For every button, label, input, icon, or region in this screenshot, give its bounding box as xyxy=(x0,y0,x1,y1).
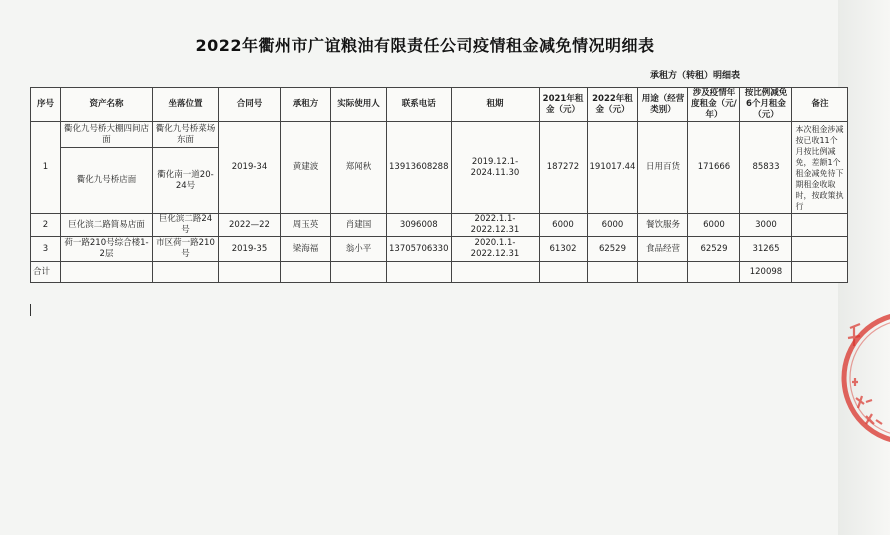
cell-actual-user: 翁小平 xyxy=(331,237,387,262)
cell-remarks xyxy=(792,214,848,237)
cell-empty xyxy=(331,262,387,283)
cell-empty xyxy=(638,262,688,283)
cell-term: 2022.1.1-2022.12.31 xyxy=(451,214,539,237)
text-cursor-mark xyxy=(30,304,31,316)
header-contract-no: 合同号 xyxy=(219,88,281,122)
header-row xyxy=(31,88,848,122)
cell-remarks xyxy=(792,237,848,262)
cell-empty xyxy=(587,262,638,283)
cell-seq: 2 xyxy=(31,214,61,237)
cell-asset-name: 衢化九号桥店面 xyxy=(61,148,153,214)
cell-asset-name: 衢化九号桥大棚四间店面 xyxy=(61,122,153,148)
table-row xyxy=(31,237,848,262)
cell-asset-name: 巨化滨二路简易店面 xyxy=(61,214,153,237)
cell-reduction: 3000 xyxy=(740,214,792,237)
header-affected-rent: 涉及疫情年度租金（元/年） xyxy=(688,88,740,122)
cell-term: 2019.12.1-2024.11.30 xyxy=(451,122,539,214)
header-remarks: 备注 xyxy=(792,88,848,122)
document-subtitle: 承租方（转租）明细表 xyxy=(650,71,741,81)
cell-actual-user: 肖建国 xyxy=(331,214,387,237)
cell-empty xyxy=(539,262,587,283)
cell-rent-2022: 191017.44 xyxy=(587,122,638,214)
cell-phone: 3096008 xyxy=(387,214,452,237)
cell-rent-2021: 187272 xyxy=(539,122,587,214)
cell-empty xyxy=(219,262,281,283)
cell-empty xyxy=(688,262,740,283)
red-seal-stamp xyxy=(836,298,890,448)
cell-lessee: 梁海福 xyxy=(281,237,331,262)
cell-rent-2022: 62529 xyxy=(587,237,638,262)
cell-rent-2021: 61302 xyxy=(539,237,587,262)
cell-affected-rent: 171666 xyxy=(688,122,740,214)
cell-rent-2022: 6000 xyxy=(587,214,638,237)
table-row xyxy=(31,214,848,237)
cell-usage: 食品经营 xyxy=(638,237,688,262)
cell-term: 2020.1.1-2022.12.31 xyxy=(451,237,539,262)
seal-glyph xyxy=(866,414,882,424)
cell-total-label: 合计 xyxy=(31,262,61,283)
cell-location: 市区荷一路210号 xyxy=(153,237,219,262)
header-term: 租期 xyxy=(451,88,539,122)
cell-rent-2021: 6000 xyxy=(539,214,587,237)
cell-asset-name: 荷一路210号综合楼1-2层 xyxy=(61,237,153,262)
cell-total-reduction: 120098 xyxy=(740,262,792,283)
table-row xyxy=(31,122,848,148)
cell-actual-user: 郑闻秋 xyxy=(331,122,387,214)
document-title: 2022年衢州市广谊粮油有限责任公司疫情租金减免情况明细表 xyxy=(195,36,655,55)
cell-contract-no: 2019-35 xyxy=(219,237,281,262)
cell-contract-no: 2022—22 xyxy=(219,214,281,237)
cell-empty xyxy=(387,262,452,283)
header-reduction: 按比例减免6个月租金（元） xyxy=(740,88,792,122)
cell-usage: 餐饮服务 xyxy=(638,214,688,237)
header-rent-2022: 2022年租金（元） xyxy=(587,88,638,122)
cell-location: 巨化滨二路24号 xyxy=(153,214,219,237)
cell-affected-rent: 6000 xyxy=(688,214,740,237)
cell-empty xyxy=(451,262,539,283)
header-lessee: 承租方 xyxy=(281,88,331,122)
header-seq: 序号 xyxy=(31,88,61,122)
cell-empty xyxy=(281,262,331,283)
cell-phone: 13705706330 xyxy=(387,237,452,262)
cell-seq: 3 xyxy=(31,237,61,262)
cell-reduction: 85833 xyxy=(740,122,792,214)
header-rent-2021: 2021年租金（元） xyxy=(539,88,587,122)
cell-lessee: 周玉英 xyxy=(281,214,331,237)
rent-reduction-table xyxy=(30,87,848,283)
header-phone: 联系电话 xyxy=(387,88,452,122)
header-asset-name: 资产名称 xyxy=(61,88,153,122)
header-usage: 用途（经营类别） xyxy=(638,88,688,122)
cell-location: 衢化九号桥菜场东面 xyxy=(153,122,219,148)
seal-glyph xyxy=(856,396,872,408)
cell-reduction: 31265 xyxy=(740,237,792,262)
cell-empty xyxy=(792,262,848,283)
cell-seq: 1 xyxy=(31,122,61,214)
cell-empty xyxy=(153,262,219,283)
total-row xyxy=(31,262,848,283)
cell-usage: 日用百货 xyxy=(638,122,688,214)
header-location: 坐落位置 xyxy=(153,88,219,122)
cell-contract-no: 2019-34 xyxy=(219,122,281,214)
cell-location: 衢化南一道20-24号 xyxy=(153,148,219,214)
cell-phone: 13913608288 xyxy=(387,122,452,214)
header-actual-user: 实际使用人 xyxy=(331,88,387,122)
cell-empty xyxy=(61,262,153,283)
cell-affected-rent: 62529 xyxy=(688,237,740,262)
cell-remarks: 本次租金涉减按已收11个月按比例减免，差额1个租金减免待下期租金收取时，按政策执行 xyxy=(792,122,848,214)
cell-lessee: 黄建波 xyxy=(281,122,331,214)
seal-glyph xyxy=(852,378,858,386)
